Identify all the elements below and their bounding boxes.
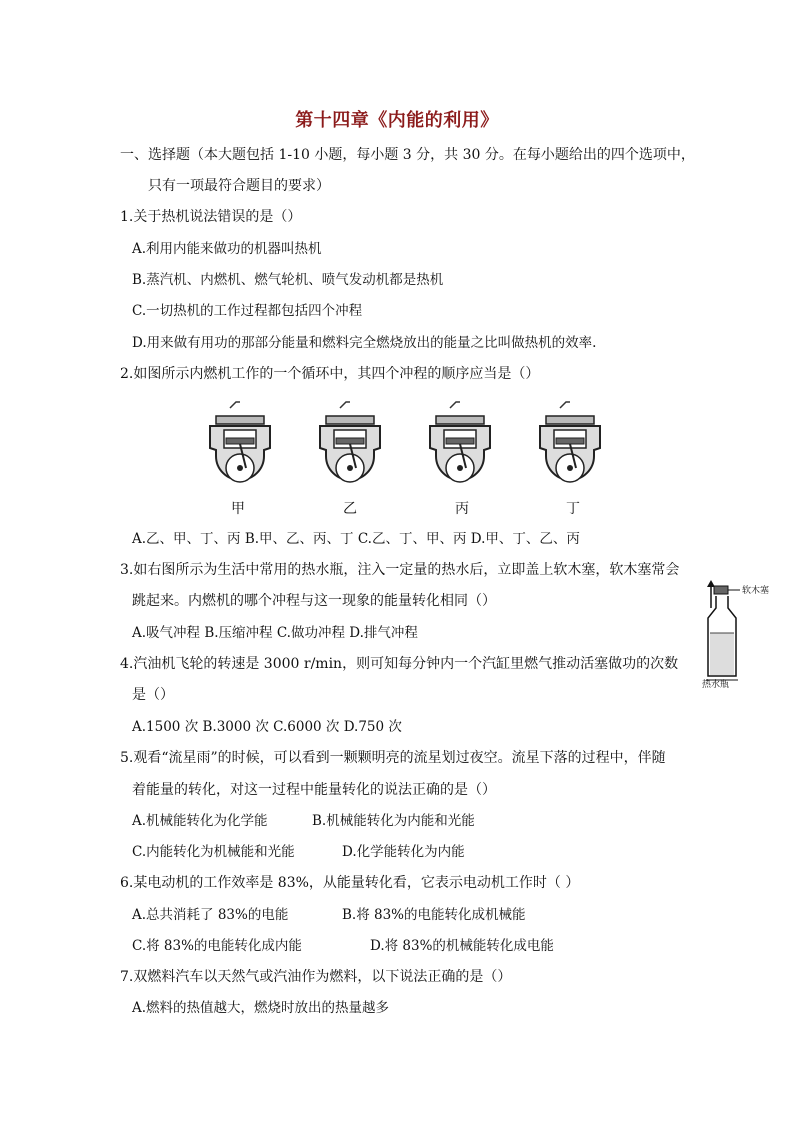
q6-option-a: A.总共消耗了 83%的电能 — [132, 907, 289, 923]
q7-option-a: A.燃料的热值越大，燃烧时放出的热量越多 — [132, 1000, 390, 1016]
q5-option-b: B.机械能转化为内能和光能 — [312, 813, 475, 829]
q2-options: A.乙、甲、丁、丙 B.甲、乙、丙、丁 C.乙、丁、甲、丙 D.甲、丁、乙、丙 — [132, 531, 580, 547]
q7-stem: 7.双燃料汽车以天然气或汽油作为燃料，以下说法正确的是（） — [120, 969, 512, 985]
engine-yi — [320, 402, 380, 482]
engine-strokes-figure — [205, 398, 625, 488]
q5-stem-line1: 5.观看“流星雨”的时候，可以看到一颗颗明亮的流星划过夜空。流星下落的过程中，伴随 — [120, 750, 666, 766]
section-header-line2: 只有一项最符合题目的要求） — [148, 178, 330, 194]
engine-label-yi: 乙 — [343, 501, 357, 517]
q4-stem-line1: 4.汽油机飞轮的转速是 3000 r/min，则可知每分钟内一个汽缸里燃气推动活塞做功的次数 — [120, 656, 679, 672]
engine-jia — [210, 402, 270, 482]
q4-options: A.1500 次 B.3000 次 C.6000 次 D.750 次 — [132, 719, 402, 735]
q3-options: A.吸气冲程 B.压缩冲程 C.做功冲程 D.排气冲程 — [132, 625, 418, 641]
q5-stem-line2: 着能量的转化，对这一过程中能量转化的说法正确的是（） — [132, 782, 496, 798]
q4-stem-line2: 是（） — [132, 687, 174, 703]
q6-stem: 6.某电动机的工作效率是 83%，从能量转化看，它表示电动机工作时（ ） — [120, 875, 580, 891]
q5-option-a: A.机械能转化为化学能 — [132, 813, 268, 829]
q1-stem: 1.关于热机说法错误的是（） — [120, 209, 302, 225]
page-title: 第十四章《内能的利用》 — [295, 110, 499, 131]
q1-option-b: B.蒸汽机、内燃机、燃气轮机、喷气发动机都是热机 — [132, 272, 444, 288]
q1-option-c: C.一切热机的工作过程都包括四个冲程 — [132, 303, 363, 319]
engine-ding — [540, 402, 600, 482]
q5-option-c: C.内能转化为机械能和光能 — [132, 844, 295, 860]
thermos-label: 热水瓶 — [702, 680, 730, 690]
engine-label-bing: 丙 — [455, 501, 469, 517]
q2-stem: 2.如图所示内燃机工作的一个循环中，其四个冲程的顺序应当是（） — [120, 366, 540, 382]
section-header-line1: 一、选择题（本大题包括 1-10 小题，每小题 3 分，共 30 分。在每小题给出的四个选项中， — [120, 147, 695, 163]
q5-option-d: D.化学能转化为内能 — [342, 844, 465, 860]
q6-option-c: C.将 83%的电能转化成内能 — [132, 938, 302, 954]
engine-label-ding: 丁 — [566, 501, 580, 517]
cork-label: 软木塞 — [742, 586, 770, 596]
q3-stem-line1: 3.如右图所示为生活中常用的热水瓶，注入一定量的热水后，立即盖上软木塞，软木塞常会 — [120, 562, 680, 578]
engine-label-jia: 甲 — [231, 501, 245, 517]
q1-option-a: A.利用内能来做功的机器叫热机 — [132, 241, 322, 257]
q3-stem-line2: 跳起来。内燃机的哪个冲程与这一现象的能量转化相同（） — [132, 593, 496, 609]
engine-bing — [430, 402, 490, 482]
q6-option-d: D.将 83%的机械能转化成电能 — [370, 938, 554, 954]
q1-option-d: D.用来做有用功的那部分能量和燃料完全燃烧放出的能量之比叫做热机的效率. — [132, 335, 597, 351]
q6-option-b: B.将 83%的电能转化成机械能 — [342, 907, 526, 923]
